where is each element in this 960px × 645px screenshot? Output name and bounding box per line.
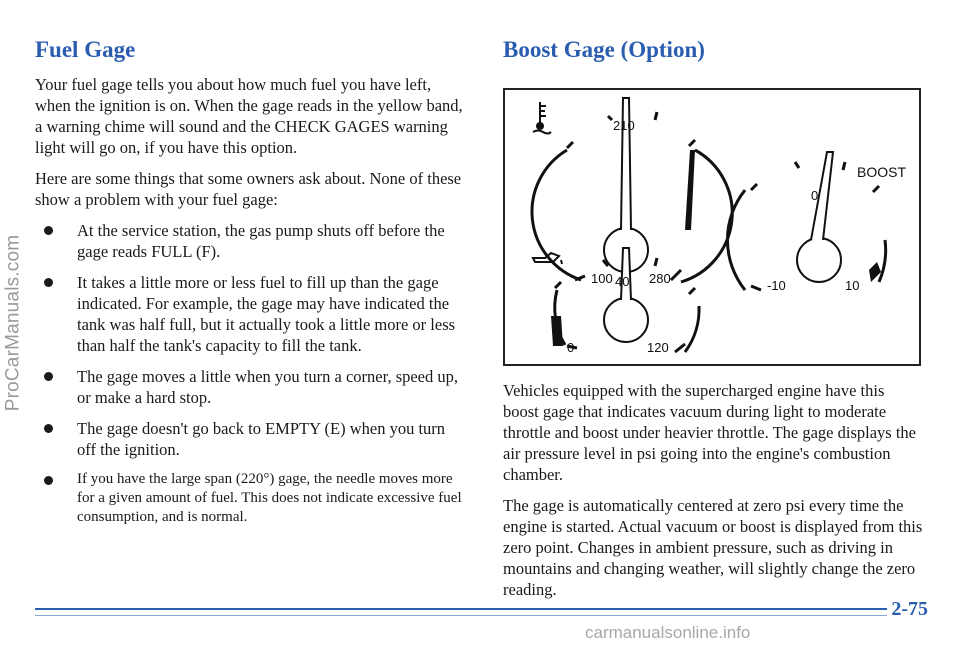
footer-rule xyxy=(35,608,920,610)
bottom-watermark: carmanualsonline.info xyxy=(585,623,751,642)
side-watermark xyxy=(2,0,24,645)
bullet-icon xyxy=(44,424,53,433)
list-item-text: The gage doesn't go back to EMPTY (E) when you turn off the ignition. xyxy=(77,419,446,459)
oil-max-label: 120 xyxy=(647,340,669,355)
temp-mid-label: 210 xyxy=(613,118,635,133)
oil-pressure-gauge xyxy=(551,248,699,352)
bullet-icon xyxy=(44,476,53,485)
temp-min-label: 100 xyxy=(591,271,613,286)
boost-gage-heading: Boost Gage (Option) xyxy=(503,37,705,62)
list-item-text: It takes a little more or less fuel to fill up than the gage indicated. For example, the gage may have indicated the tank was half full, but it actually took a little more or less than half the tank's capacity to fill the tank. xyxy=(77,273,456,355)
list-item-text: If you have the large span (220°) gage, the needle moves more for a given amount of fuel. This does not indicate excessive fuel consumption, and is normal. xyxy=(77,471,462,525)
fuel-gage-section xyxy=(35,74,465,537)
bullet-icon xyxy=(44,226,53,235)
list-item xyxy=(35,272,465,356)
boost-label: BOOST xyxy=(857,164,907,180)
oil-mid-label: 40 xyxy=(615,274,630,289)
oil-min-label: 0 xyxy=(567,340,575,355)
bullet-icon xyxy=(44,372,53,381)
fuel-gage-paragraph: Your fuel gage tells you about how much fuel you have left, when the ignition is on. When the gage reads in the yellow band, a warning chime will sound and the CHECK GAGES warning light will go on, if you have this option. xyxy=(35,75,463,157)
list-item-text: The gage moves a little when you turn a corner, speed up, or make a hard stop. xyxy=(77,367,459,407)
list-item xyxy=(35,220,465,262)
boost-mid-label: 0 xyxy=(811,188,819,203)
fuel-gage-heading: Fuel Gage xyxy=(35,37,136,62)
boost-min-label: -10 xyxy=(767,278,786,293)
list-item xyxy=(35,470,465,527)
boost-max-label: 10 xyxy=(845,278,860,293)
gauge-illustration xyxy=(503,88,921,366)
coolant-temperature-icon xyxy=(533,102,551,134)
footer-rule-thin xyxy=(35,615,920,616)
temp-max-label: 280 xyxy=(649,271,671,286)
side-watermark-text: ProCarManuals.com xyxy=(2,234,24,411)
list-item xyxy=(35,366,465,408)
boost-gage-section xyxy=(503,380,923,610)
fuel-gage-list xyxy=(35,220,465,527)
boost-gage-paragraph: The gage is automatically centered at zero psi every time the engine is started. Actual vacuum or boost is displayed from this zero point. Changes in ambient pressure, such as driving in mountains and changing weather, will slightly change the zero reading. xyxy=(503,496,923,599)
bullet-icon xyxy=(44,278,53,287)
fuel-gage-paragraph: Here are some things that some owners ask about. None of these show a problem with your fuel gage: xyxy=(35,169,462,209)
boost-gage-paragraph: Vehicles equipped with the supercharged engine have this boost gage that indicates vacuum during light to moderate throttle and boost under heavier throttle. The gage displays the air pressure level in psi going into the engine's combustion chamber. xyxy=(503,381,916,484)
page-number: 2-75 xyxy=(887,598,928,621)
list-item-text: At the service station, the gas pump shuts off before the gage reads FULL (F). xyxy=(77,221,445,261)
list-item xyxy=(35,418,465,460)
